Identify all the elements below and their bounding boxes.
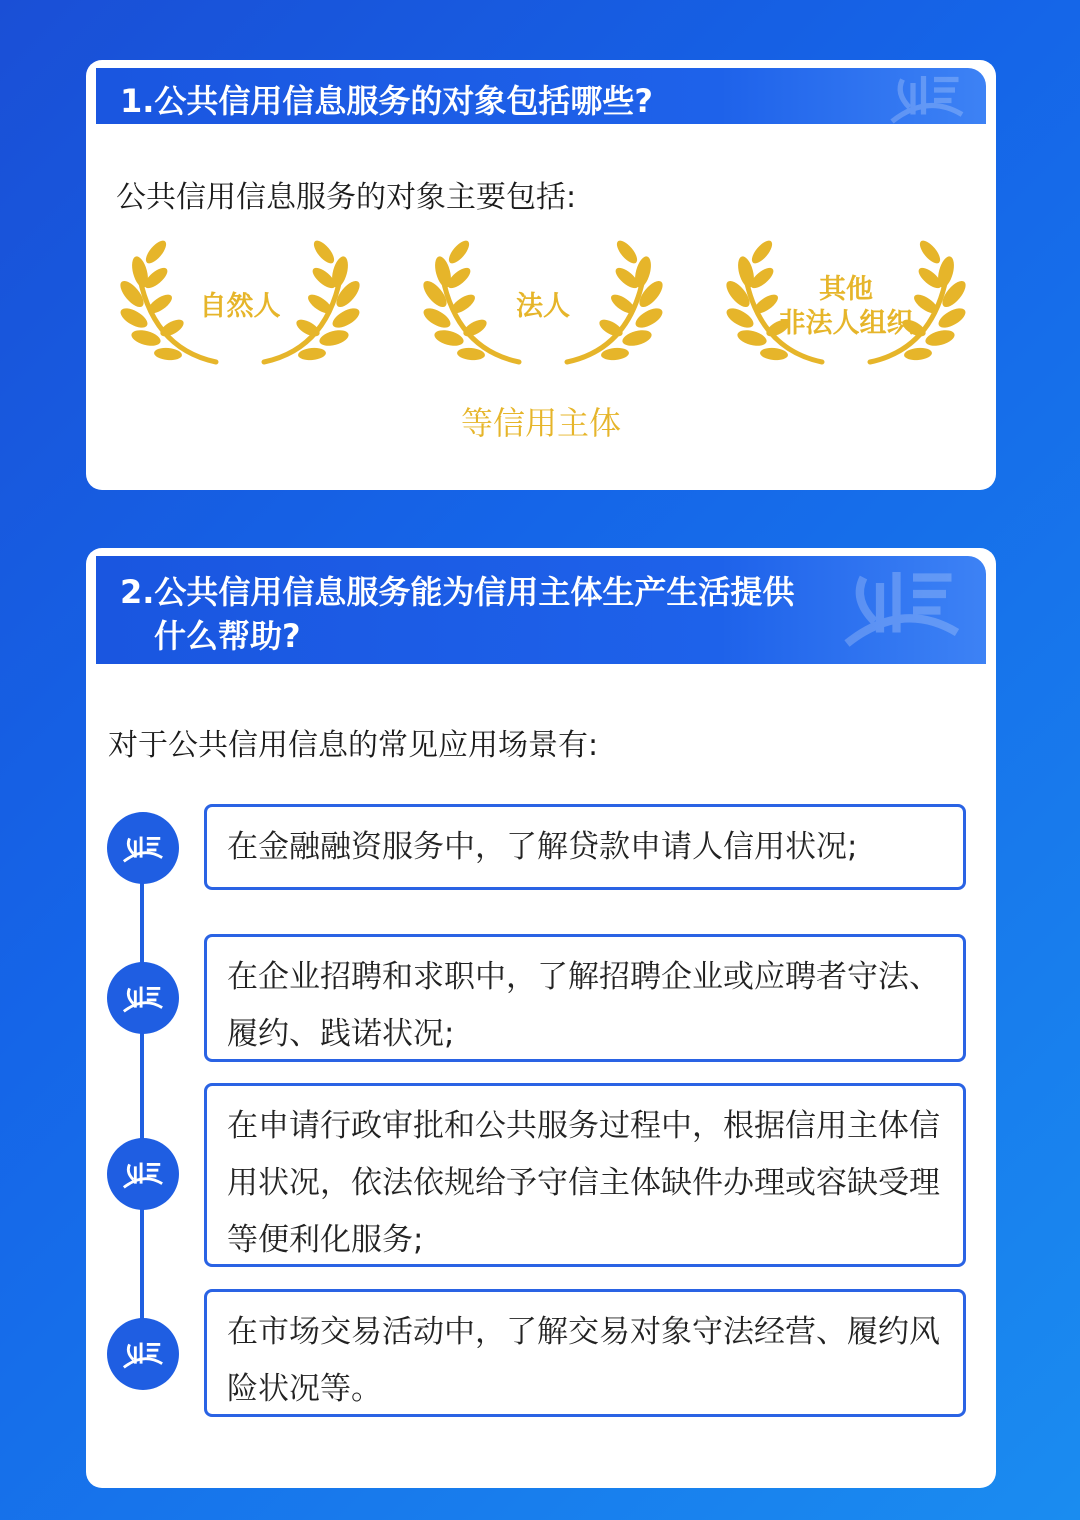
section-2-header [96,556,986,664]
subject-label: 法人 [516,291,570,322]
scenario-item: 在金融融资服务中，了解贷款申请人信用状况; [204,804,966,890]
section-1-header [96,68,986,124]
section-1-card [86,60,996,490]
credit-logo-icon [882,68,972,124]
subject-label [726,273,966,341]
credit-logo-icon [107,1138,179,1210]
section-2-title-line2: 什么帮助? [154,617,301,655]
credit-logo-icon [107,1318,179,1390]
section-2-card [86,548,996,1488]
credit-logo-icon [832,556,972,660]
scenario-item: 在市场交易活动中，了解交易对象守法经营、履约风险状况等。 [204,1289,966,1417]
section-1-intro: 公共信用信息服务的对象主要包括: [116,180,577,215]
subject-label: 自然人 [199,291,281,322]
scenario-item: 在申请行政审批和公共服务过程中，根据信用主体信用状况，依法依规给予守信主体缺件办理或容缺受理等便利化服务; [204,1083,966,1267]
scenario-item: 在企业招聘和求职中，了解招聘企业或应聘者守法、履约、践诺状况; [204,934,966,1062]
credit-logo-icon [107,962,179,1034]
timeline-line [140,848,144,1368]
subject-wreath-other-organization [726,238,966,368]
section-1-title: 1.公共信用信息服务的对象包括哪些? [120,82,653,120]
section-2-title-line1: 2.公共信用信息服务能为信用主体生产生活提供 [120,573,795,611]
subject-tail-text: 等信用主体 [460,404,621,442]
section-2-intro: 对于公共信用信息的常见应用场景有: [108,728,599,763]
subject-label-line1: 其他 [819,274,873,305]
subject-wreath-natural-person [120,238,360,368]
credit-logo-icon [107,812,179,884]
subject-wreath-legal-person [423,238,663,368]
subject-label-line2: 非法人组织 [778,308,914,339]
